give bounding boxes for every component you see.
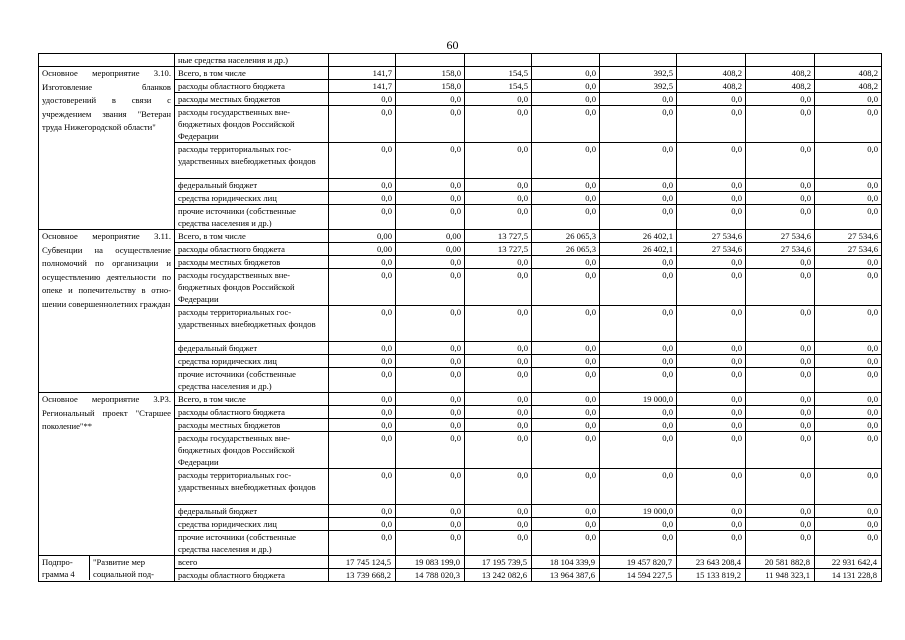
value-cell: 0,0 xyxy=(600,432,677,469)
value-cell: 0,0 xyxy=(465,106,532,143)
empty-cell xyxy=(396,54,465,67)
value-cell: 0,0 xyxy=(532,393,600,406)
value-cell: 0,0 xyxy=(815,432,882,469)
source-cell: расходы государственных внебюджетных фондов Российской Федерации xyxy=(175,269,329,306)
value-cell: 0,0 xyxy=(532,355,600,368)
value-cell: 408,2 xyxy=(815,67,882,80)
value-cell: 19 457 820,7 xyxy=(600,556,677,569)
value-cell: 19 083 199,0 xyxy=(396,556,465,569)
value-cell: 0,0 xyxy=(532,269,600,306)
source-cell: расходы территориальных государственных внебюджетных фондов xyxy=(175,143,329,179)
value-cell: 0,0 xyxy=(677,505,746,518)
value-cell: 0,0 xyxy=(329,432,396,469)
value-cell: 0,0 xyxy=(465,406,532,419)
value-cell: 0,0 xyxy=(677,406,746,419)
value-cell: 0,0 xyxy=(815,306,882,342)
empty-cell xyxy=(532,54,600,67)
value-cell: 392,5 xyxy=(600,80,677,93)
value-cell: 0,0 xyxy=(329,143,396,179)
value-cell: 14 594 227,5 xyxy=(600,569,677,582)
source-cell: расходы областного бюджета xyxy=(175,406,329,419)
value-cell: 0,0 xyxy=(396,518,465,531)
source-cell: федеральный бюджет xyxy=(175,179,329,192)
value-cell: 0,0 xyxy=(465,93,532,106)
value-cell: 408,2 xyxy=(746,67,815,80)
source-cell: средства юридических лиц xyxy=(175,518,329,531)
value-cell: 0,0 xyxy=(746,406,815,419)
value-cell: 408,2 xyxy=(746,80,815,93)
value-cell: 0,0 xyxy=(532,306,600,342)
value-cell: 0,0 xyxy=(465,256,532,269)
value-cell: 23 643 208,4 xyxy=(677,556,746,569)
value-cell: 0,0 xyxy=(329,469,396,505)
value-cell: 19 000,0 xyxy=(600,505,677,518)
value-cell: 15 133 819,2 xyxy=(677,569,746,582)
value-cell: 0,0 xyxy=(815,205,882,230)
value-cell: 0,0 xyxy=(532,256,600,269)
value-cell: 14 788 020,3 xyxy=(396,569,465,582)
value-cell: 0,0 xyxy=(396,406,465,419)
value-cell: 0,0 xyxy=(746,269,815,306)
value-cell: 0,0 xyxy=(600,93,677,106)
value-cell: 0,0 xyxy=(746,531,815,556)
source-cell: прочие источники (собственные средства населения и др.) xyxy=(175,205,329,230)
source-cell: расходы областного бюджета xyxy=(175,80,329,93)
value-cell: 0,0 xyxy=(677,469,746,505)
value-cell: 0,0 xyxy=(815,406,882,419)
source-cell: Всего, в том числе xyxy=(175,230,329,243)
empty-cell xyxy=(815,54,882,67)
value-cell: 0,0 xyxy=(396,269,465,306)
value-cell: 0,0 xyxy=(329,518,396,531)
value-cell: 0,0 xyxy=(677,432,746,469)
value-cell: 0,0 xyxy=(396,205,465,230)
value-cell: 0,0 xyxy=(815,469,882,505)
value-cell: 0,0 xyxy=(600,531,677,556)
value-cell: 0,0 xyxy=(532,406,600,419)
value-cell: 13 727,5 xyxy=(465,243,532,256)
value-cell: 26 065,3 xyxy=(532,230,600,243)
subprogram-cell xyxy=(39,556,175,582)
value-cell: 0,0 xyxy=(600,469,677,505)
value-cell: 22 931 642,4 xyxy=(815,556,882,569)
value-cell: 0,0 xyxy=(532,80,600,93)
empty-cell xyxy=(677,54,746,67)
value-cell: 0,0 xyxy=(329,342,396,355)
value-cell: 0,0 xyxy=(677,106,746,143)
value-cell: 0,0 xyxy=(532,143,600,179)
value-cell: 0,0 xyxy=(677,256,746,269)
value-cell: 0,0 xyxy=(815,143,882,179)
value-cell: 0,0 xyxy=(329,505,396,518)
value-cell: 18 104 339,9 xyxy=(532,556,600,569)
value-cell: 27 534,6 xyxy=(677,243,746,256)
value-cell: 0,0 xyxy=(532,505,600,518)
value-cell: 0,0 xyxy=(396,432,465,469)
value-cell: 26 402,1 xyxy=(600,243,677,256)
source-cell: ные средства населения и др.) xyxy=(175,54,329,67)
value-cell: 0,0 xyxy=(746,192,815,205)
value-cell: 0,0 xyxy=(396,93,465,106)
value-cell: 0,0 xyxy=(329,179,396,192)
empty-cell xyxy=(746,54,815,67)
value-cell: 17 195 739,5 xyxy=(465,556,532,569)
value-cell: 0,0 xyxy=(396,419,465,432)
value-cell: 0,0 xyxy=(465,306,532,342)
value-cell: 19 000,0 xyxy=(600,393,677,406)
value-cell: 0,0 xyxy=(465,143,532,179)
source-cell: средства юридических лиц xyxy=(175,192,329,205)
value-cell: 0,0 xyxy=(815,179,882,192)
value-cell: 0,0 xyxy=(815,269,882,306)
value-cell: 0,0 xyxy=(746,419,815,432)
value-cell: 0,0 xyxy=(746,393,815,406)
value-cell: 0,00 xyxy=(396,230,465,243)
source-cell: расходы территориальных государственных внебюджетных фондов xyxy=(175,469,329,505)
value-cell: 0,0 xyxy=(465,531,532,556)
value-cell: 27 534,6 xyxy=(677,230,746,243)
value-cell: 0,0 xyxy=(677,143,746,179)
value-cell: 0,0 xyxy=(532,368,600,393)
subprogram-row xyxy=(39,556,882,569)
value-cell: 154,5 xyxy=(465,80,532,93)
source-cell: расходы государственных внебюджетных фондов Российской Федерации xyxy=(175,106,329,143)
value-cell: 20 581 882,8 xyxy=(746,556,815,569)
value-cell: 0,0 xyxy=(329,531,396,556)
value-cell: 141,7 xyxy=(329,67,396,80)
value-cell: 0,0 xyxy=(815,505,882,518)
value-cell: 0,0 xyxy=(746,256,815,269)
source-cell: расходы территориальных государственных внебюджетных фондов xyxy=(175,306,329,342)
value-cell: 0,0 xyxy=(396,531,465,556)
value-cell: 0,0 xyxy=(329,93,396,106)
value-cell: 0,0 xyxy=(746,93,815,106)
value-cell: 0,0 xyxy=(396,368,465,393)
value-cell: 0,0 xyxy=(600,269,677,306)
value-cell: 0,0 xyxy=(329,368,396,393)
value-cell: 0,0 xyxy=(465,355,532,368)
value-cell: 0,0 xyxy=(465,368,532,393)
value-cell: 0,0 xyxy=(815,393,882,406)
value-cell: 0,0 xyxy=(465,518,532,531)
value-cell: 0,0 xyxy=(532,342,600,355)
source-cell: прочие источники (собственные средства населения и др.) xyxy=(175,368,329,393)
source-cell: средства юридических лиц xyxy=(175,355,329,368)
value-cell: 0,0 xyxy=(746,179,815,192)
value-cell: 13 242 082,6 xyxy=(465,569,532,582)
value-cell: 0,0 xyxy=(396,342,465,355)
value-cell: 0,0 xyxy=(329,355,396,368)
value-cell: 141,7 xyxy=(329,80,396,93)
value-cell: 0,0 xyxy=(329,269,396,306)
source-cell: федеральный бюджет xyxy=(175,342,329,355)
value-cell: 0,0 xyxy=(396,143,465,179)
activity-name: Основное мероприятие 3.10. Изготовление бланков удостоверений в связи с учреждением звания "Ветеран труда Нижегородской области" xyxy=(39,67,175,230)
value-cell: 0,0 xyxy=(396,106,465,143)
value-cell: 392,5 xyxy=(600,67,677,80)
value-cell: 0,0 xyxy=(815,368,882,393)
source-cell: Всего, в том числе xyxy=(175,393,329,406)
value-cell: 13 964 387,6 xyxy=(532,569,600,582)
value-cell: 0,0 xyxy=(677,393,746,406)
value-cell: 0,0 xyxy=(465,505,532,518)
value-cell: 0,0 xyxy=(600,205,677,230)
value-cell: 0,0 xyxy=(677,342,746,355)
value-cell: 0,0 xyxy=(329,306,396,342)
value-cell: 0,0 xyxy=(677,368,746,393)
source-cell: расходы областного бюджета xyxy=(175,243,329,256)
value-cell: 0,0 xyxy=(600,368,677,393)
value-cell: 0,0 xyxy=(815,531,882,556)
value-cell: 0,0 xyxy=(600,192,677,205)
value-cell: 0,0 xyxy=(532,106,600,143)
source-cell: федеральный бюджет xyxy=(175,505,329,518)
value-cell: 0,0 xyxy=(532,469,600,505)
source-cell: расходы местных бюджетов xyxy=(175,419,329,432)
value-cell: 27 534,6 xyxy=(815,243,882,256)
value-cell: 0,00 xyxy=(329,230,396,243)
value-cell: 0,0 xyxy=(465,419,532,432)
value-cell: 0,0 xyxy=(532,432,600,469)
value-cell: 0,0 xyxy=(677,192,746,205)
value-cell: 0,0 xyxy=(600,518,677,531)
value-cell: 0,0 xyxy=(677,179,746,192)
value-cell: 0,0 xyxy=(677,355,746,368)
subprogram-label: Подпрограмма 4 xyxy=(39,556,90,580)
value-cell: 0,0 xyxy=(815,355,882,368)
value-cell: 0,0 xyxy=(677,518,746,531)
value-cell: 0,0 xyxy=(677,205,746,230)
activity-name: Основное мероприятие 3.Р3. Региональный проект "Старшее поколение"** xyxy=(39,393,175,556)
value-cell: 0,0 xyxy=(329,205,396,230)
value-cell: 0,0 xyxy=(746,106,815,143)
subprogram-title: "Развитие мер социальной под- xyxy=(93,557,154,579)
value-cell: 0,0 xyxy=(465,179,532,192)
value-cell: 0,0 xyxy=(465,432,532,469)
value-cell: 0,0 xyxy=(677,269,746,306)
source-cell: прочие источники (собственные средства населения и др.) xyxy=(175,531,329,556)
value-cell: 0,0 xyxy=(600,406,677,419)
value-cell: 0,0 xyxy=(532,518,600,531)
value-cell: 0,0 xyxy=(600,355,677,368)
value-cell: 0,0 xyxy=(600,179,677,192)
value-cell: 0,0 xyxy=(746,432,815,469)
value-cell: 0,00 xyxy=(329,243,396,256)
value-cell: 11 948 323,1 xyxy=(746,569,815,582)
value-cell: 27 534,6 xyxy=(746,230,815,243)
table-row xyxy=(39,67,882,80)
value-cell: 0,0 xyxy=(396,192,465,205)
value-cell: 0,00 xyxy=(396,243,465,256)
value-cell: 0,0 xyxy=(532,205,600,230)
value-cell: 0,0 xyxy=(329,256,396,269)
value-cell: 0,0 xyxy=(329,419,396,432)
value-cell: 0,0 xyxy=(815,256,882,269)
value-cell: 0,0 xyxy=(677,419,746,432)
value-cell: 0,0 xyxy=(329,406,396,419)
value-cell: 158,0 xyxy=(396,67,465,80)
value-cell: 17 745 124,5 xyxy=(329,556,396,569)
value-cell: 0,0 xyxy=(815,518,882,531)
value-cell: 0,0 xyxy=(677,531,746,556)
value-cell: 0,0 xyxy=(746,505,815,518)
value-cell: 408,2 xyxy=(677,67,746,80)
empty-cell xyxy=(600,54,677,67)
table-row xyxy=(39,393,882,406)
value-cell: 0,0 xyxy=(600,256,677,269)
value-cell: 0,0 xyxy=(532,67,600,80)
source-cell: расходы государственных внебюджетных фондов Российской Федерации xyxy=(175,432,329,469)
value-cell: 0,0 xyxy=(465,269,532,306)
value-cell: 0,0 xyxy=(396,355,465,368)
value-cell: 154,5 xyxy=(465,67,532,80)
source-cell: Всего, в том числе xyxy=(175,67,329,80)
budget-table xyxy=(38,53,882,582)
value-cell: 0,0 xyxy=(532,192,600,205)
value-cell: 0,0 xyxy=(465,205,532,230)
value-cell: 0,0 xyxy=(600,106,677,143)
value-cell: 13 739 668,2 xyxy=(329,569,396,582)
value-cell: 0,0 xyxy=(815,342,882,355)
value-cell: 408,2 xyxy=(677,80,746,93)
value-cell: 0,0 xyxy=(815,106,882,143)
empty-cell xyxy=(465,54,532,67)
value-cell: 0,0 xyxy=(465,192,532,205)
value-cell: 0,0 xyxy=(532,179,600,192)
value-cell: 0,0 xyxy=(815,93,882,106)
value-cell: 14 131 228,8 xyxy=(815,569,882,582)
empty-cell xyxy=(329,54,396,67)
value-cell: 0,0 xyxy=(746,368,815,393)
value-cell: 0,0 xyxy=(396,505,465,518)
value-cell: 26 065,3 xyxy=(532,243,600,256)
value-cell: 0,0 xyxy=(396,256,465,269)
page-number: 60 xyxy=(446,38,459,52)
value-cell: 0,0 xyxy=(396,306,465,342)
value-cell: 0,0 xyxy=(396,179,465,192)
value-cell: 0,0 xyxy=(677,306,746,342)
value-cell: 0,0 xyxy=(746,205,815,230)
value-cell: 0,0 xyxy=(465,393,532,406)
value-cell: 0,0 xyxy=(532,93,600,106)
source-cell: расходы местных бюджетов xyxy=(175,256,329,269)
table-row xyxy=(39,230,882,243)
source-cell: всего xyxy=(175,556,329,569)
value-cell: 0,0 xyxy=(746,469,815,505)
source-cell: расходы областного бюджета xyxy=(175,569,329,582)
value-cell: 0,0 xyxy=(815,192,882,205)
value-cell: 0,0 xyxy=(746,342,815,355)
value-cell: 0,0 xyxy=(600,306,677,342)
source-cell: расходы местных бюджетов xyxy=(175,93,329,106)
activity-name: Основное мероприятие 3.11. Субвенции на осуществление полномочий по организации и осуществлению деятельности по опеке и попечительству в отношении совершеннолетних граждан xyxy=(39,230,175,393)
value-cell: 0,0 xyxy=(465,342,532,355)
value-cell: 0,0 xyxy=(600,342,677,355)
value-cell: 13 727,5 xyxy=(465,230,532,243)
value-cell: 158,0 xyxy=(396,80,465,93)
value-cell: 0,0 xyxy=(600,143,677,179)
value-cell: 0,0 xyxy=(532,531,600,556)
value-cell: 0,0 xyxy=(746,518,815,531)
value-cell: 0,0 xyxy=(600,419,677,432)
value-cell: 0,0 xyxy=(465,469,532,505)
value-cell: 0,0 xyxy=(746,355,815,368)
value-cell: 0,0 xyxy=(329,192,396,205)
value-cell: 408,2 xyxy=(815,80,882,93)
value-cell: 0,0 xyxy=(746,143,815,179)
value-cell: 27 534,6 xyxy=(746,243,815,256)
value-cell: 0,0 xyxy=(396,469,465,505)
value-cell: 27 534,6 xyxy=(815,230,882,243)
carryover-row xyxy=(39,54,882,67)
value-cell: 0,0 xyxy=(396,393,465,406)
value-cell: 0,0 xyxy=(677,93,746,106)
value-cell: 0,0 xyxy=(815,419,882,432)
value-cell: 0,0 xyxy=(329,393,396,406)
value-cell: 26 402,1 xyxy=(600,230,677,243)
value-cell: 0,0 xyxy=(532,419,600,432)
value-cell: 0,0 xyxy=(746,306,815,342)
value-cell: 0,0 xyxy=(329,106,396,143)
empty-cell xyxy=(39,54,175,67)
